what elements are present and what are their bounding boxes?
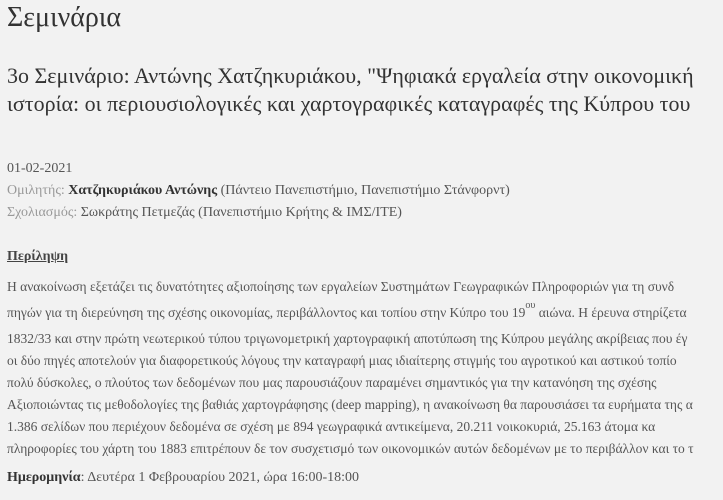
- footer-date-label: Ημερομηνία: [7, 470, 81, 485]
- summary-heading: Περίληψη: [7, 249, 69, 264]
- abstract-line-part: αιώνα. Η έρευνα στηρίζετα: [535, 305, 687, 320]
- abstract-line: πληροφορίες του χάρτη του 1883 επιτρέπουν δε τον συσχετισμό των οικονομικών αυτών δεδομένων με το περιβάλλον και το τ: [7, 441, 694, 456]
- speakers-row: [7, 183, 510, 199]
- footer-date-value: : Δευτέρα 1 Φεβρουαρίου 2021, ώρα 16:00-18:00: [80, 470, 360, 485]
- commentator-label: Σχολιασμός:: [7, 205, 78, 220]
- seminar-title-line-1[interactable]: 3ο Σεμινάριο: Αντώνης Χατζηκυριάκου, "Ψηφιακά εργαλεία στην οικονομική: [7, 63, 694, 88]
- superscript-ou: ου: [525, 300, 536, 311]
- abstract-line: Η ανακοίνωση εξετάζει τις δυνατότητες αξιοποίησης των εργαλείων Συστημάτων Γεωγραφικών Πληροφοριών για τη συνδ: [7, 279, 675, 294]
- abstract-line: Αξιοποιώντας τις μεθοδολογίες της βαθιάς χαρτογράφησης (deep mapping), η ανακοίνωση θα παρουσιάσει τα ευρήματα της α: [7, 397, 693, 412]
- abstract-line: πολύ δύσκολες, ο πλούτος των δεδομένων που μας παρουσιάζουν παραμένει σημαντικός για την κατανόηση της σχέσης: [7, 375, 657, 390]
- abstract-line: 1.386 σελίδων που περιέχουν δεδομένα σε σχέση με 894 γεωγραφικά αντικείμενα, 20.211 νοικοκυριά, 25.163 άτομα κα: [7, 419, 656, 434]
- speaker-name: Χατζηκυριάκου Αντώνης: [68, 183, 218, 198]
- seminar-date: 01-02-2021: [7, 161, 73, 176]
- speakers-label: Ομιλητής:: [7, 183, 65, 198]
- section-title: Σεμινάρια: [7, 2, 122, 33]
- seminar-title[interactable]: [7, 62, 694, 118]
- abstract-line: [7, 300, 687, 321]
- commentator-text: Σωκράτης Πετμεζάς (Πανεπιστήμιο Κρήτης & ΙΜΣ/ΙΤΕ): [80, 205, 402, 220]
- abstract-line-part: πηγών για τη διερεύνηση της σχέσης οικονομίας, περιβάλλοντος και τοπίου στην Κύπρο του 19: [7, 305, 526, 320]
- abstract-line: 1832/33 και στην πρώτη νεωτερικού τύπου τριγωνομετρική χαρτογραφική αποτύπωση της Κύπρου μεγάλης ακρίβειας που έγ: [7, 331, 688, 346]
- abstract-line: οι δύο πηγές αποτελούν για διαφορετικούς λόγους την καταγραφή μιας ιδιαίτερης στιγμής του αγροτικού και αστικού τοπίο: [7, 353, 677, 368]
- speaker-affiliation: (Πάντειο Πανεπιστήμιο, Πανεπιστήμιο Στάνφορντ): [220, 183, 510, 198]
- seminar-title-line-2[interactable]: ιστορία: οι περιουσιολογικές και χαρτογραφικές καταγραφές της Κύπρου του: [7, 91, 691, 116]
- commentator-row: [7, 205, 402, 221]
- date-footer: [7, 470, 359, 486]
